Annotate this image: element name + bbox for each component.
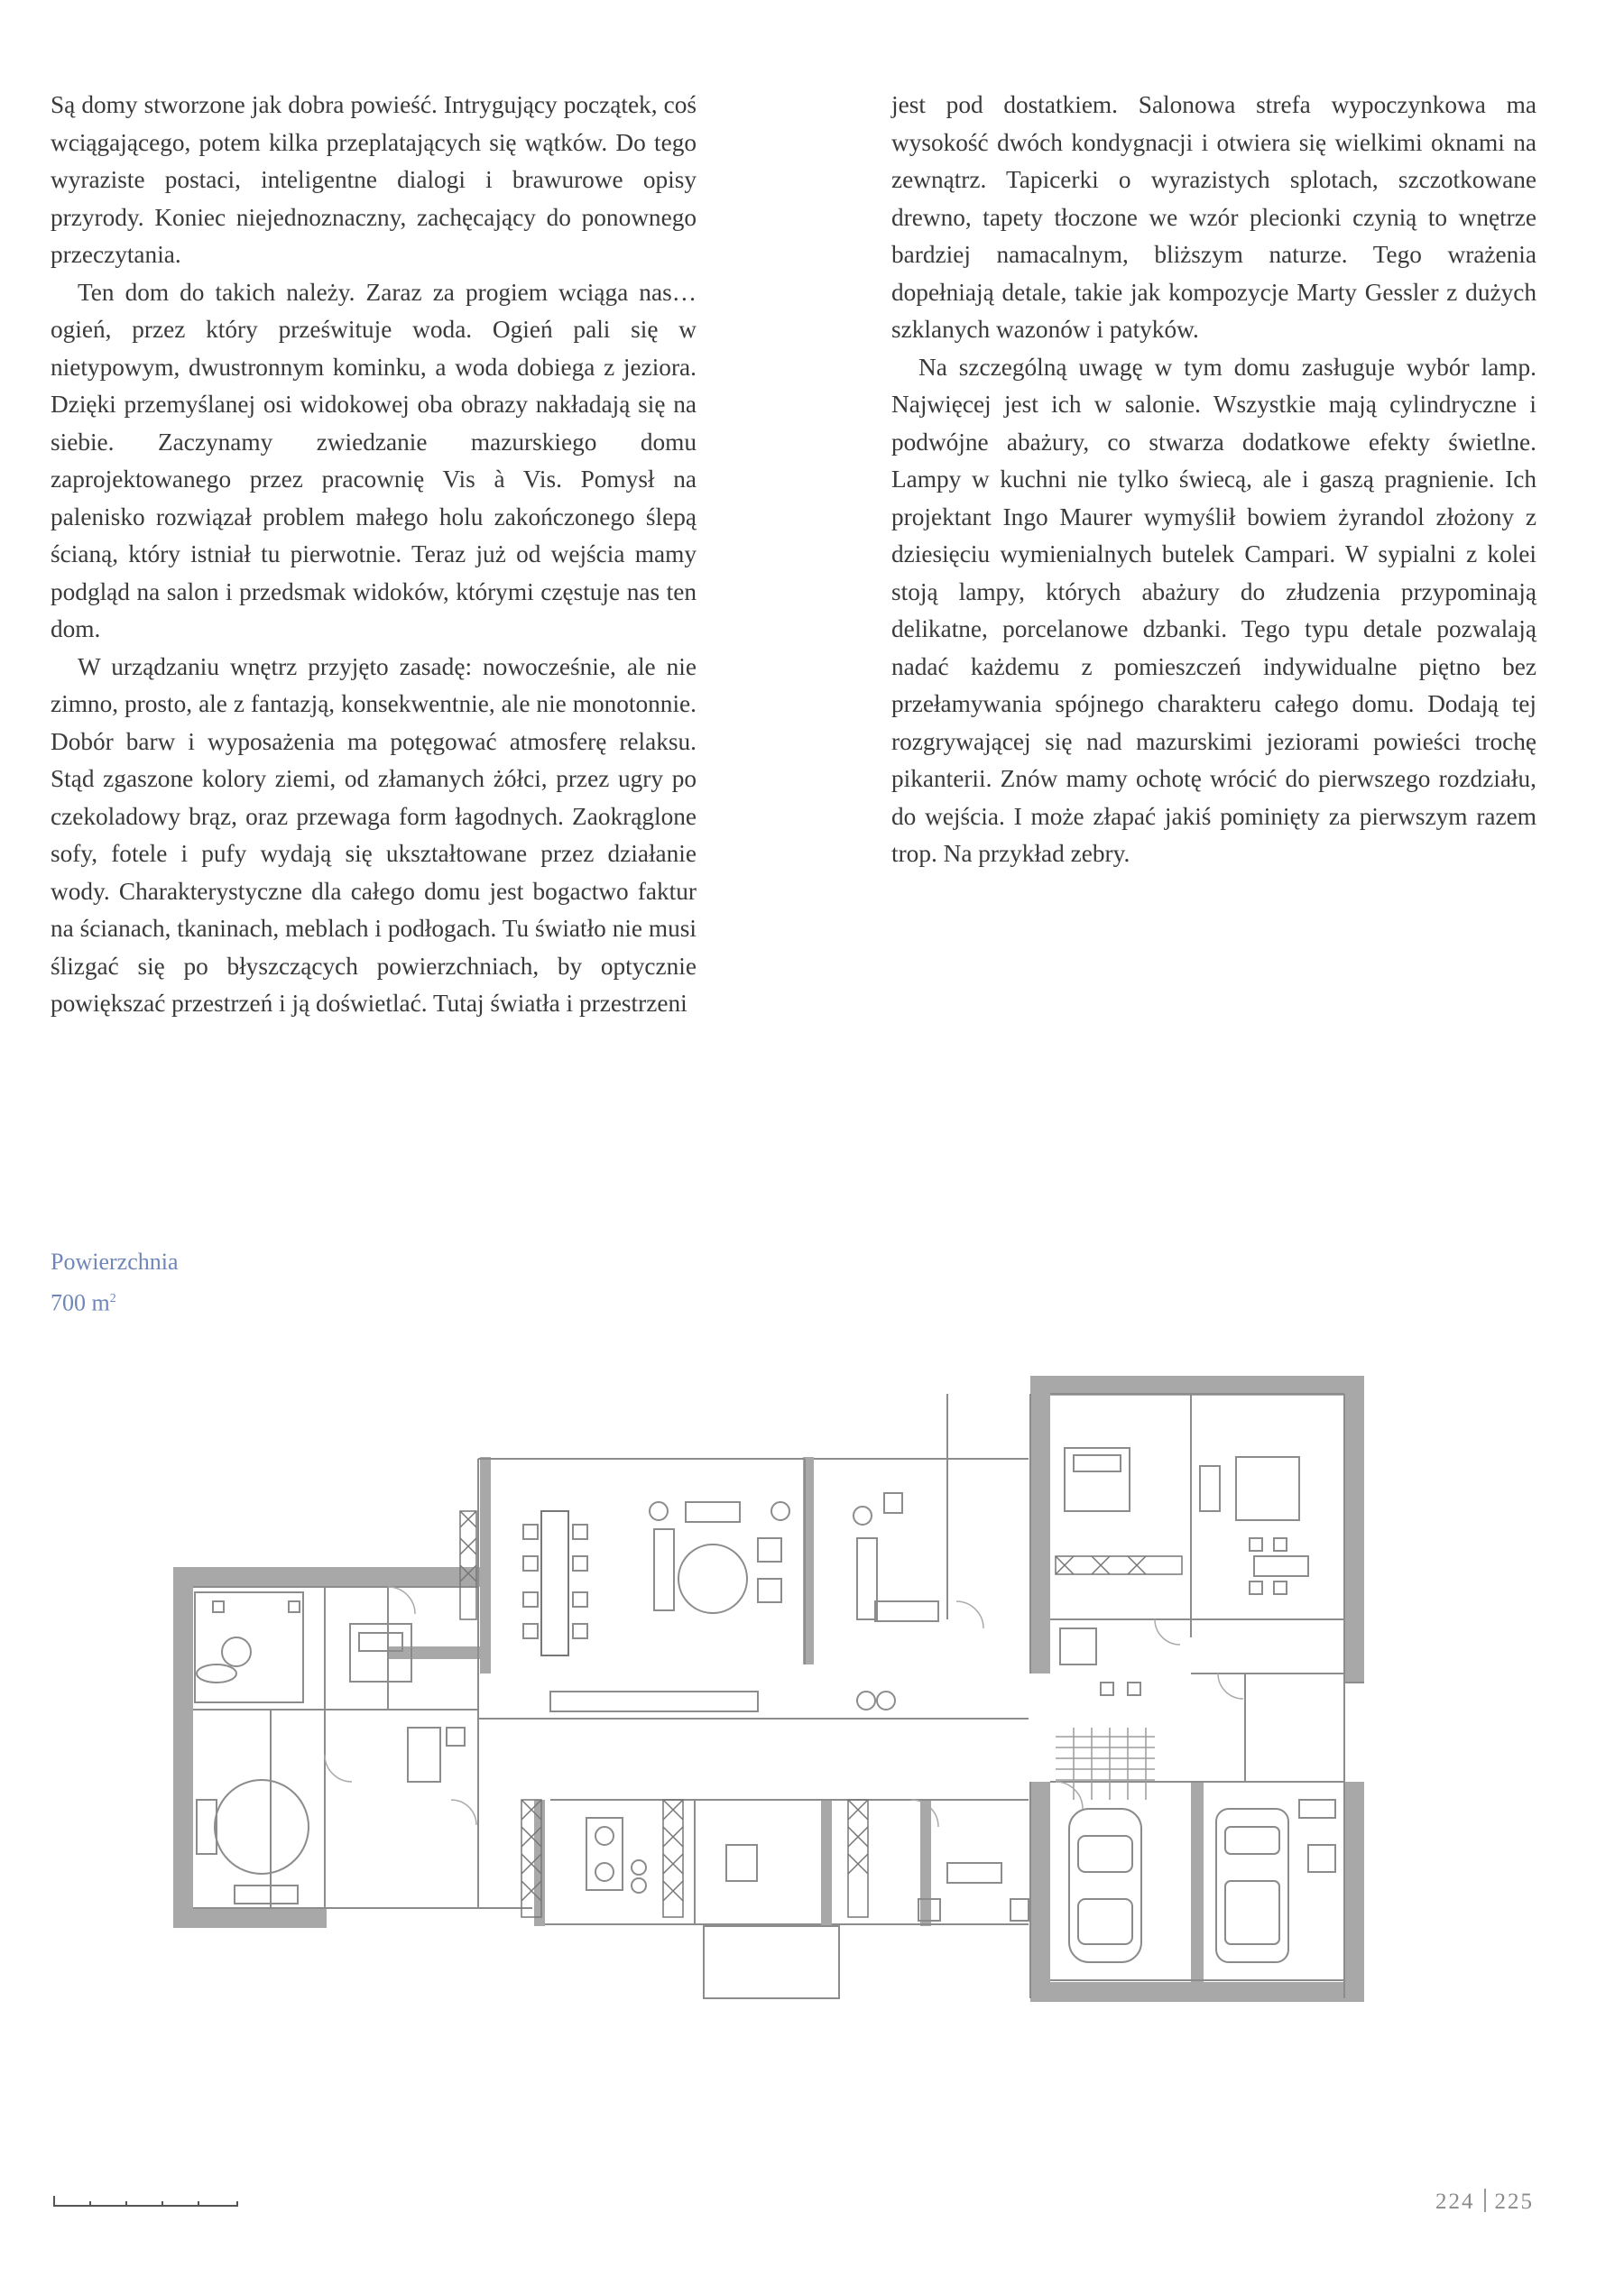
page-number-left: 224 (1435, 2190, 1475, 2214)
floor-plan (162, 1376, 1416, 2089)
area-spec (51, 1243, 179, 1322)
area-label: Powierzchnia (51, 1249, 179, 1275)
area-value: 700 $m^2$ (51, 1289, 116, 1316)
article-column-left (51, 87, 697, 1023)
paragraph: W urządzaniu wnętrz przyjęto zasadę: nowocześnie, ale nie zimno, prosto, ale z fantazją, konsekwentnie, ale nie monotonnie. Dobór barw i wyposażenia ma potęgować atmosferę relaksu. Stąd zgaszone kolory ziemi, od złamanych żółci, przez ugry po czekoladowy brąz, oraz przewaga form łagodnych. Zaokrąglone sofy, fotele i pufy wydają się ukształtowane przez działanie wody. Charakterystyczne dla całego domu jest bogactwo faktur na ścianach, tkaninach, meblach i podłogach. Tu światło nie musi ślizgać się po błyszczących powierzchniach, by optycznie powiększać przestrzeń i ją doświetlać. Tutaj światła i przestrzeni (51, 652, 697, 1017)
paragraph: Na szczególną uwagę w tym domu zasługuje wybór lamp. Najwięcej jest ich w salonie. Wszystkie mają cylindryczne i podwójne abażury, co stwarza dodatkowe efekty świetlne. Lampy w kuchni nie tylko świecą, ale i gaszą pragnienie. Ich projektant Ingo Maurer wymyślił bowiem żyrandol złożony z dziesięciu wymienialnych butelek Campari. W sypialni z kolei stoją lampy, których abażury do złudzenia przypominają delikatne, porcelanowe dzbanki. Tego typu detale pozwalają nadać każdemu z pomieszczeń indywidualne piętno bez przełamywania spójnego charakteru całego domu. Dodają tej rozgrywającej się nad mazurskimi jeziorami powieści trochę pikanterii. Znów mamy ochotę wrócić do pierwszego rozdziału, do wejścia. I może złapać jakiś pominięty za pierwszym razem trop. Na przykład zebry. (891, 353, 1536, 867)
page-number-right: 225 (1494, 2190, 1534, 2214)
paragraph: Są domy stworzone jak dobra powieść. Intrygujący początek, coś wciągającego, potem kilka przeplatających się wątków. Do tego wyraziste postaci, inteligentne dialogi i brawurowe opisy przyrody. Koniec niejednoznaczny, zachęcający do ponownego przeczytania. (51, 91, 697, 268)
page-numbers (1435, 2189, 1534, 2215)
page-divider (1484, 2189, 1486, 2212)
article-column-right (891, 87, 1536, 873)
scale-bar (52, 2194, 242, 2208)
paragraph: Ten dom do takich należy. Zaraz za progiem wciąga nas… ogień, przez który prześwituje woda. Ogień pali się w nietypowym, dwustronnym kominku, a woda dobiega z jeziora. Dzięki przemyślanej osi widokowej oba obrazy nakładają się na siebie. Zaczynamy zwiedzanie mazurskiego domu zaprojektowanego przez pracownię Vis à Vis. Pomysł na palenisko rozwiązał problem małego holu zakończonego ślepą ścianą, który istniał tu pierwotnie. Teraz już od wejścia mamy podgląd na salon i przedsmak widoków, którymi częstuje nas ten dom. (51, 278, 697, 642)
paragraph: jest pod dostatkiem. Salonowa strefa wypoczynkowa ma wysokość dwóch kondygnacji i otwiera się wielkimi oknami na zewnątrz. Tapicerki o wyrazistych splotach, szczotkowane drewno, tapety tłoczone we wzór plecionki czynią to wnętrze bardziej namacalnym, bliższym naturze. Tego wrażenia dopełniają detale, takie jak kompozycje Marty Gessler z dużych szklanych wazonów i patyków. (891, 91, 1536, 343)
